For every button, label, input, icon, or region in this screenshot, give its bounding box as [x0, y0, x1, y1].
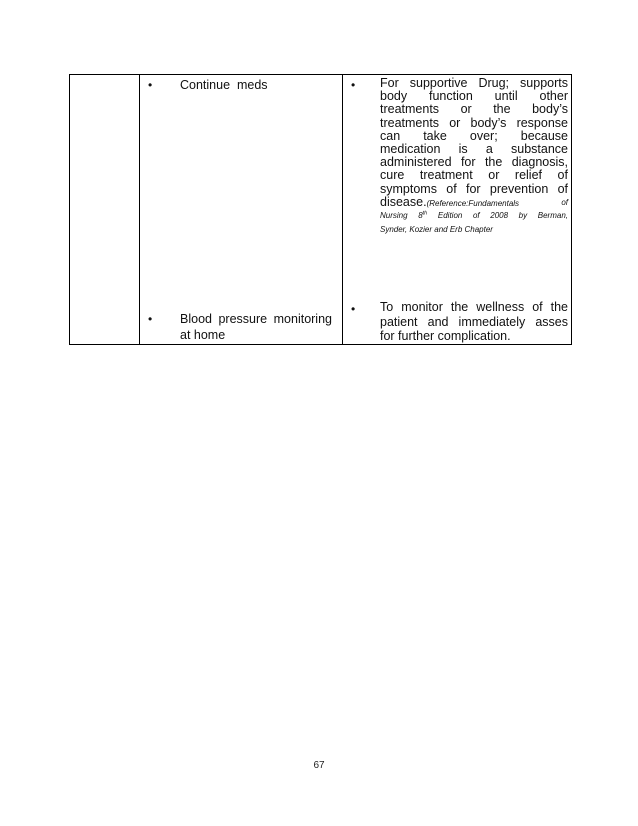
column-divider-2: [342, 75, 343, 344]
rationale-line: medication is a substance: [380, 141, 568, 156]
rationale-last-line: [380, 196, 568, 210]
rationale-line: for further complication.: [380, 329, 511, 343]
bullet-icon: •: [148, 78, 153, 92]
bullet-icon: •: [148, 312, 153, 326]
page-number: 67: [313, 760, 325, 771]
reference-line: Nursing 8th Edition of 2008 by Berman,: [380, 210, 568, 221]
rationale-line: body function until other: [380, 89, 568, 104]
care-plan-table: [69, 74, 572, 345]
bullet-icon: •: [351, 302, 356, 316]
rationale-line: patient and immediately asses: [380, 314, 568, 329]
rationale-line: For supportive Drug; supports: [380, 76, 568, 90]
rationale-text: [380, 77, 568, 236]
rationale-line: symptoms of for prevention of: [380, 181, 568, 196]
rationale-line: cure treatment or relief of: [380, 168, 568, 183]
column-divider-1: [139, 75, 140, 344]
reference-line: Synder, Kozier and Erb Chapter: [380, 224, 493, 234]
intervention-line: Blood pressure monitoring: [180, 312, 332, 326]
rationale-line: To monitor the wellness of the: [380, 300, 568, 314]
rationale-line: administered for the diagnosis,: [380, 155, 568, 170]
rationale-disease-word: disease.: [380, 194, 427, 209]
intervention-text: Continue meds: [180, 78, 268, 92]
intervention-text: [180, 311, 332, 343]
rationale-text: [380, 300, 568, 344]
reference-of: of: [561, 197, 568, 207]
intervention-line: at home: [180, 328, 226, 342]
rationale-line: treatments or body’s response: [380, 115, 568, 130]
reference-start: (Reference:Fundamentals: [426, 198, 520, 208]
rationale-line: treatments or the body’s: [380, 102, 568, 117]
rationale-line: can take over; because: [380, 128, 568, 143]
bullet-icon: •: [351, 78, 356, 92]
